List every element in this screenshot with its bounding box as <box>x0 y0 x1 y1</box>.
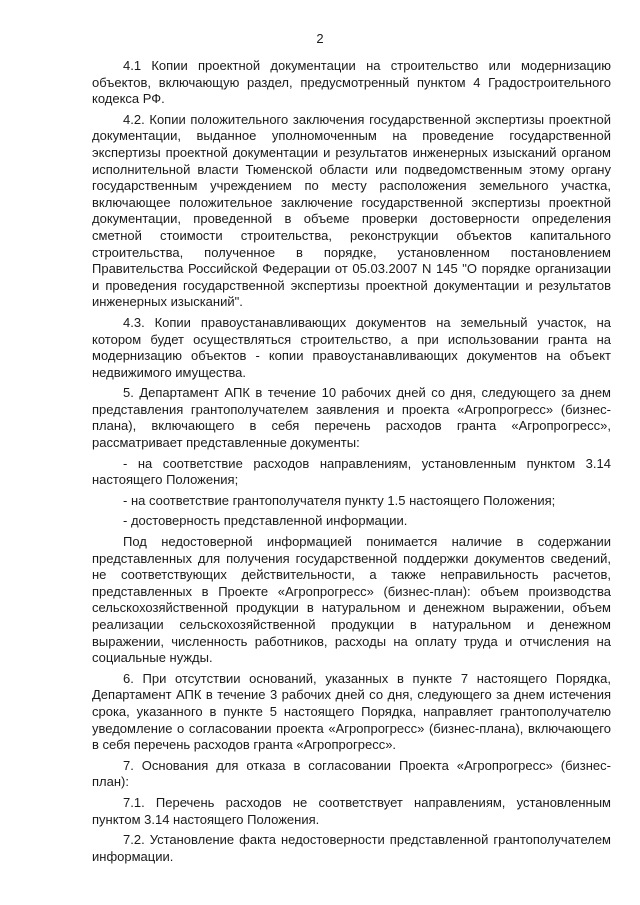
list-item-reliability: - достоверность представленной информации. <box>123 513 408 529</box>
paragraph-4-2: 4.2. Копии положительного заключения государственной экспертизы проектной документации, выданное уполномоченным на проведение государственной экспертизы проектной документации и результатов инженерных изысканий органом исполнительной власти Тюменской области или подведомственным этому органу государственным учреждением по месту расположения земельного участка, включающее положительное заключение государственной экспертизы проектной документации, проведенной в объеме проверки достоверности определения сметной стоимости строительства, реконструкции объектов капитального строительства, полученное в порядке, установленном постановлением Правительства Российской Федерации от 05.03.2007 N 145 "О порядке организации и проведения государственной экспертизы проектной документации и результатов инженерных изысканий". <box>92 111 611 310</box>
paragraph-6: 6. При отсутствии оснований, указанных в пункте 7 настоящего Порядка, Департамент АПК в течение 3 рабочих дней со дня, следующего за днем истечения срока, указанного в пункте 5 настоящего Порядка, направляет грантополучателю уведомление о согласовании проекта «Агропрогресс» (бизнес-плана), включающего в себя перечень расходов гранта «Агропрогресс». <box>92 670 611 753</box>
paragraph-7-2: 7.2. Установление факта недостоверности представленной грантополучателем информации. <box>92 832 611 864</box>
paragraph-5: 5. Департамент АПК в течение 10 рабочих дней со дня, следующего за днем представления грантополучателем заявления и проекта «Агропрогресс» (бизнес-плана), включающего в себя перечень расходов гранта «Агропрогресс», рассматривает представленные документы: <box>92 385 611 451</box>
document-body <box>92 58 611 869</box>
paragraph-4-1: 4.1 Копии проектной документации на строительство или модернизацию объектов, включающую раздел, предусмотренный пунктом 4 Градостроительного кодекса РФ. <box>92 58 611 107</box>
paragraph-definition: Под недостоверной информацией понимается наличие в содержании представленных для получения государственной поддержки документов сведений, не соответствующих действительности, а также неправильность расчетов, представленных в Проекте «Агропрогресс» (бизнес-план): объем производства сельскохозяйственной продукции в натуральном и денежном выражении, объем реализации сельскохозяйственной продукции в натуральном и денежном выражении, численность работников, расходы на оплату труда и отчисления на социальные нужды. <box>92 534 611 666</box>
paragraph-7: 7. Основания для отказа в согласовании Проекта «Агропрогресс» (бизнес-план): <box>92 757 611 790</box>
page-number: 2 <box>316 31 324 46</box>
paragraph-7-1: 7.1. Перечень расходов не соответствует направлениям, установленным пунктом 3.14 настоящего Положения. <box>92 794 611 827</box>
list-item-recipient: - на соответствие грантополучателя пункту 1.5 настоящего Положения; <box>123 492 556 508</box>
paragraph-4-3: 4.3. Копии правоустанавливающих документов на земельный участок, на котором будет осуществляться строительство, а при использовании гранта на модернизацию объектов - копии правоустанавливающих документов на объект недвижимого имущества. <box>92 314 611 380</box>
list-item-expenses: - на соответствие расходов направлениям, установленным пунктом 3.14 настоящего Положения; <box>92 455 611 488</box>
